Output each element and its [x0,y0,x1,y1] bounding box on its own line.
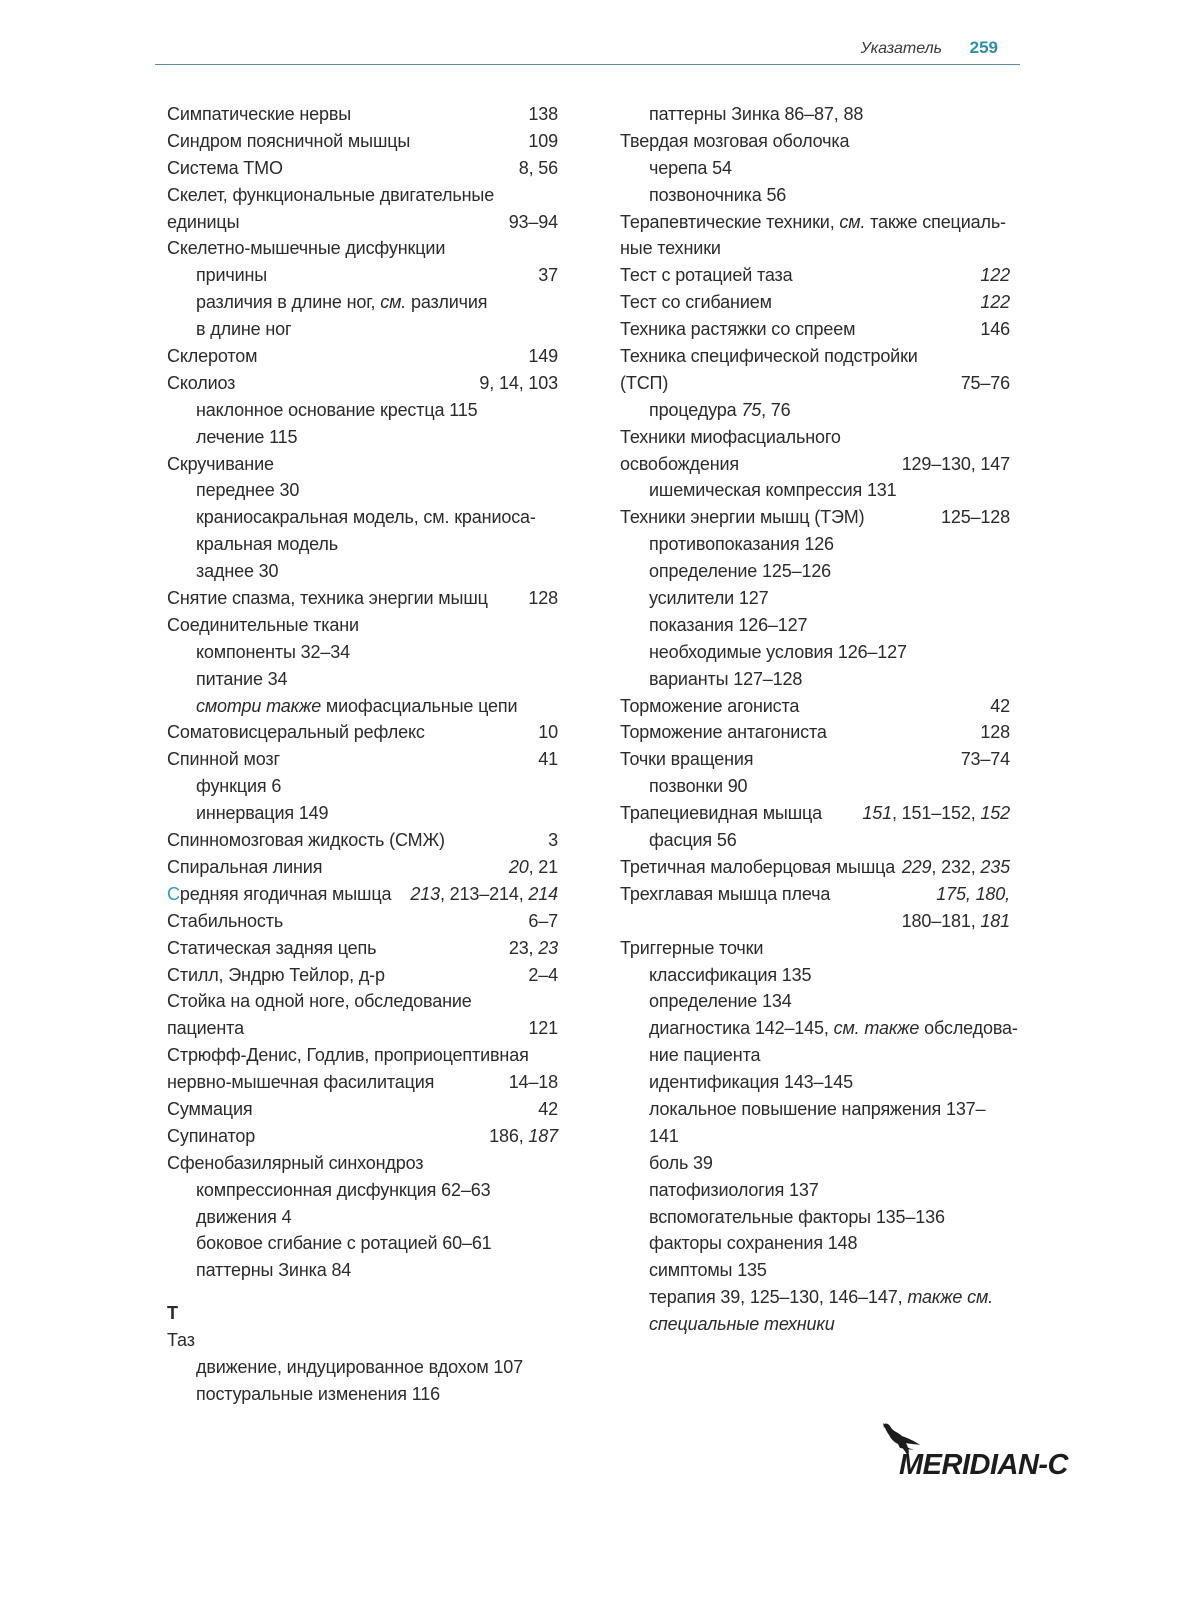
index-subentry: позвоночника 56 [649,184,787,205]
index-subentry: паттерны Зинка 86–87, 88 [649,104,864,124]
index-entry: Техника растяжки со спреем 146 [620,319,1010,340]
index-subentry: питание 34 [196,668,288,689]
index-entry: Статическая задняя цепь 23, 23 [167,937,558,958]
index-entry: Симпатические нервы 138 [167,104,558,124]
index-subentry: позвонки 90 [649,776,748,797]
index-entry: Спиральная линия 20, 21 [167,856,558,877]
index-subentry: паттерны Зинка 84 [196,1260,352,1281]
index-entry: нервно-мышечная фасилитация 14–18 [167,1072,558,1093]
index-subentry: вспомогательные факторы 135–136 [649,1206,945,1227]
index-entry: Средняя ягодичная мышца 213, 213–214, 214 [167,883,558,904]
index-entry: Стойка на одной ноге, обследование [167,991,472,1012]
index-subentry: причины 37 [196,265,558,286]
index-entry: Снятие спазма, техника энергии мышц 128 [167,588,558,609]
index-subentry: патофизиология 137 [649,1179,819,1200]
index-subentry: классификация 135 [649,964,812,985]
index-entry: Техники энергии мышц (ТЭМ) 125–128 [620,507,1010,528]
index-subentry: фасция 56 [649,830,737,851]
index-column-left [167,101,558,1408]
index-subentry: краниосакральная модель, см. краниоса- [196,507,536,528]
index-subentry: компоненты 32–34 [196,641,350,662]
running-header [155,36,1020,66]
index-entry: Скелетно-мышечные дисфункции [167,238,446,259]
index-entry: освобождения 129–130, 147 [620,453,1010,474]
index-entry: Тест с ротацией таза 122 [620,265,1010,286]
index-subentry: усилители 127 [649,588,769,609]
logo-text: MERIDIAN-C [899,1449,1068,1481]
index-subentry: факторы сохранения 148 [649,1233,858,1254]
index-entry: Таз [167,1330,195,1351]
index-entry: Соматовисцеральный рефлекс 10 [167,722,558,743]
index-subentry: боковое сгибание с ротацией 60–61 [196,1233,492,1254]
index-subentry: симптомы 135 [649,1260,767,1281]
index-entry: Суммация 42 [167,1098,558,1119]
index-entry: Скручивание [167,453,274,474]
index-subentry: противопоказания 126 [649,534,834,555]
index-subentry: лечение 115 [196,426,298,447]
index-entry: Трехглавая мышца плеча 175, 180, [620,883,1010,904]
index-subentry: смотри также миофасциальные цепи [196,695,518,716]
section-title: Указатель [860,40,942,57]
index-subentry: локальное повышение напряжения 137– [649,1098,986,1119]
index-entry: Точки вращения 73–74 [620,749,1010,770]
index-subentry: процедура 75, 76 [649,399,791,420]
index-column-right [620,101,1018,1338]
index-subentry: движения 4 [196,1206,292,1227]
index-entry: Техники миофасциального [620,426,841,447]
index-entry: пациента 121 [167,1018,558,1039]
index-entry: Стабильность 6–7 [167,910,558,931]
index-letter-heading: Т [167,1303,178,1324]
index-subentry: идентификация 143–145 [649,1072,853,1093]
page-number: 259 [969,38,998,57]
index-entry: Склеротом 149 [167,346,558,367]
index-subentry: иннервация 149 [196,803,329,824]
index-entry: (ТСП) 75–76 [620,372,1010,393]
index-subentry: определение 134 [649,991,792,1012]
index-entry: Триггерные точки [620,937,764,958]
publisher-logo [880,1420,1080,1490]
index-subentry: специальные техники [649,1314,835,1335]
index-entry: Сфенобазилярный синхондроз [167,1152,424,1173]
index-subentry: переднее 30 [196,480,300,501]
index-subentry: показания 126–127 [649,614,808,635]
index-subentry: движение, индуцированное вдохом 107 [196,1356,523,1377]
index-entry: единицы 93–94 [167,211,558,232]
index-subentry: наклонное основание крестца 115 [196,399,478,420]
index-subentry: терапия 39, 125–130, 146–147, также см. [649,1287,994,1308]
index-subentry: ишемическая компрессия 131 [649,480,897,501]
index-subentry: определение 125–126 [649,561,832,582]
index-subentry: черепа 54 [649,157,732,178]
index-entry: ные техники [620,238,721,259]
index-entry: Спинномозговая жидкость (СМЖ) 3 [167,830,558,851]
index-entry: Стилл, Эндрю Тейлор, д-р 2–4 [167,964,558,985]
index-subentry: заднее 30 [196,561,279,582]
index-subentry: 141 [649,1125,679,1146]
index-entry: Техника специфической подстройки [620,346,918,367]
index-entry: Супинатор 186, 187 [167,1125,558,1146]
index-entry: Система ТМО 8, 56 [167,157,558,178]
index-subentry: диагностика 142–145, см. также обследова- [649,1018,1018,1039]
index-entry: Тест со сгибанием 122 [620,292,1010,313]
index-entry: Терапевтические техники, см. также специаль- [620,211,1006,232]
index-subentry: необходимые условия 126–127 [649,641,907,662]
index-entry-continuation: 180–181, 181 [901,910,1010,931]
index-entry: Стрюфф-Денис, Годлив, проприоцептивная [167,1045,529,1066]
index-subentry: варианты 127–128 [649,668,803,689]
index-entry: Третичная малоберцовая мышца 229, 232, 235 [620,856,1010,877]
index-entry: Трапециевидная мышца 151, 151–152, 152 [620,803,1010,824]
index-entry: Скелет, функциональные двигательные [167,184,495,205]
index-entry: Спинной мозг 41 [167,749,558,770]
index-entry: Торможение антагониста 128 [620,722,1010,743]
index-subentry: в длине ног [196,319,292,340]
index-subentry: ние пациента [649,1045,761,1066]
index-subentry: кральная модель [196,534,339,555]
index-entry: Сколиоз 9, 14, 103 [167,372,558,393]
index-entry: Соединительные ткани [167,614,359,635]
index-subentry: боль 39 [649,1152,713,1173]
header-rule [155,64,1020,65]
index-subentry: различия в длине ног, см. различия [196,292,488,313]
index-entry: Торможение агониста 42 [620,695,1010,716]
index-subentry: функция 6 [196,776,282,797]
index-entry: Синдром поясничной мышцы 109 [167,130,558,151]
index-subentry: компрессионная дисфункция 62–63 [196,1179,491,1200]
index-subentry: постуральные изменения 116 [196,1383,440,1404]
index-entry: Твердая мозговая оболочка [620,130,850,151]
